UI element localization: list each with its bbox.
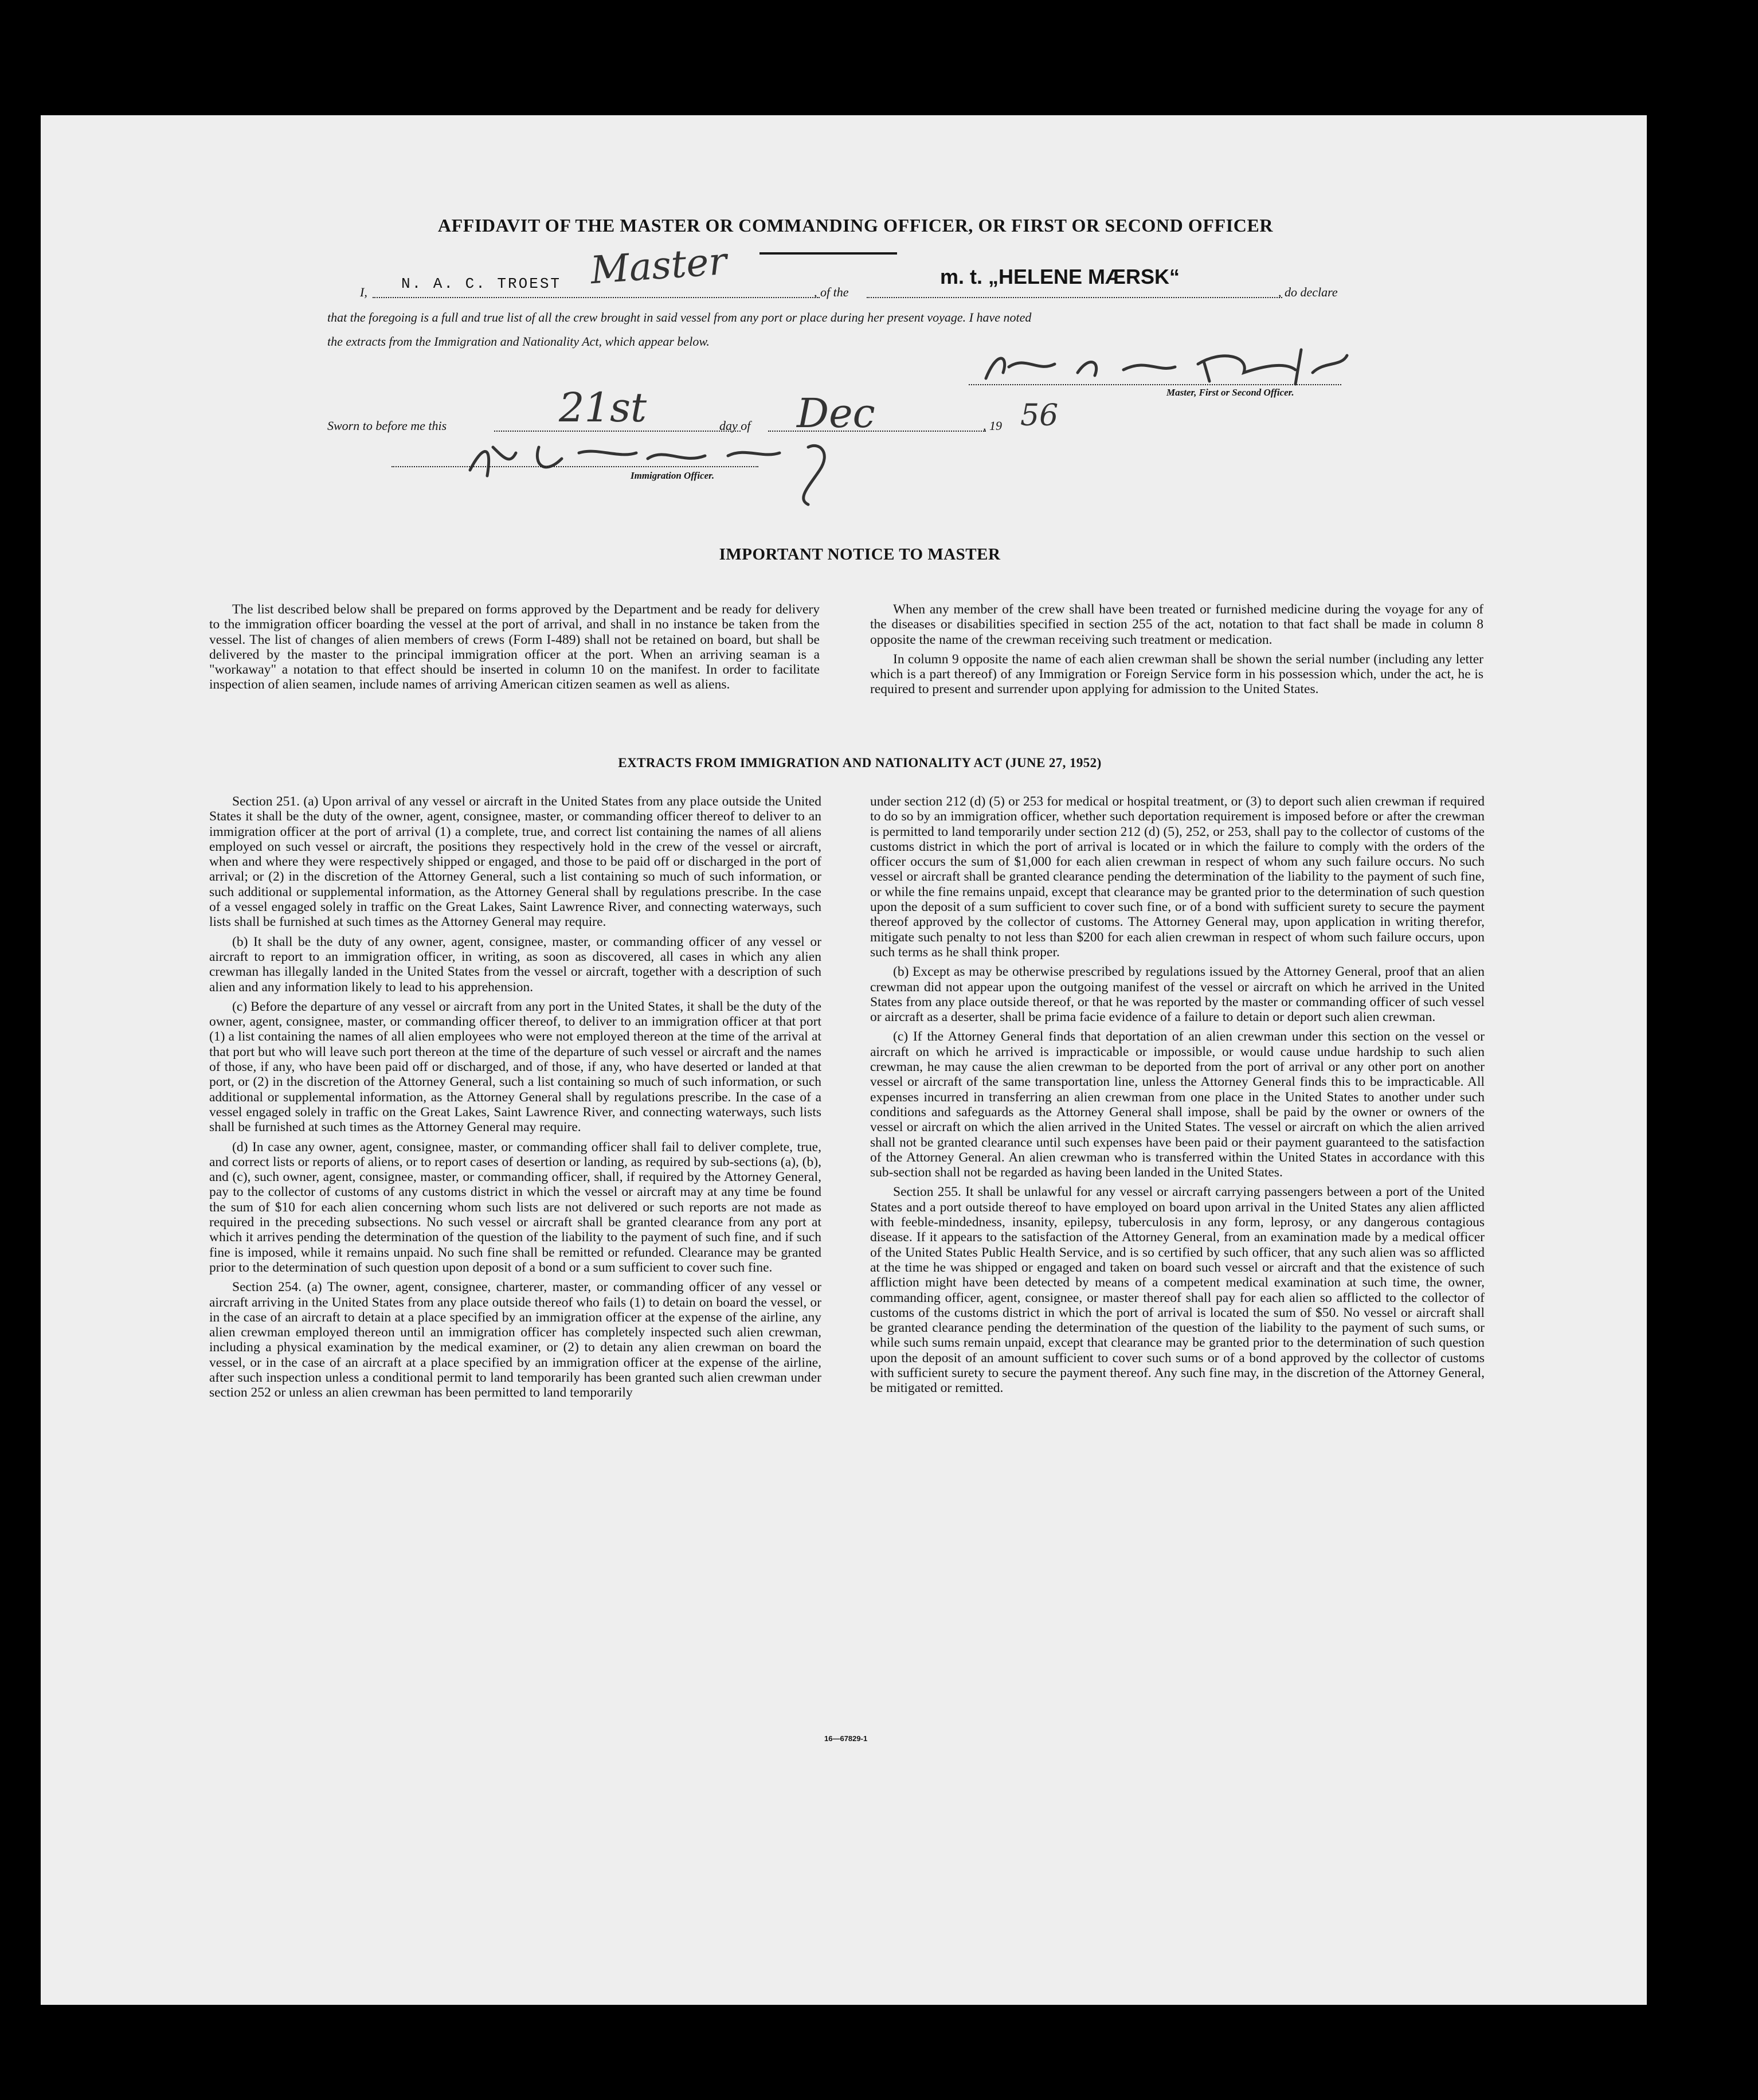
sworn-day-handwritten: 21st: [559, 384, 647, 431]
master-name: N. A. C. TROEST: [401, 275, 562, 292]
title-rule: [759, 252, 897, 255]
section-255: Section 255. It shall be unlawful for any vessel or aircraft carrying passengers between a port of the United States and a port outside thereof to have employed on board upon arrival in the United States any alien afflicted with feeble-mindedness, insanity, epilepsy, tuberculosis in any form, leprosy, or any dangerous contagious disease. If it appears to the satisfaction of the Attorney General, from an examination made by a medical officer of the United States Public Health Service, and is so certified by such officer, that any such alien was so afflicted at the time he was shipped or engaged and taken on board such vessel or aircraft and that the existence of such affliction might have been detected by means of a competent medical examination at such time, the owner, commanding officer, agent, consignee, or master thereof shall pay for each alien so afflicted to the collector of customs of the customs district in which the port of arrival is located the sum of $50. No vessel or aircraft shall be granted clearance pending the determination of the question of the liability to the payment of such sums, or while such sums remain unpaid, except that clearance may be granted prior to the determination of such question upon the deposit of an amount sufficient to cover such sums or of a bond approved by the collector of customs with sufficient surety to secure the payment thereof. Any such fine may, in the discretion of the Attorney General, be mitigated or remitted.: [870, 1184, 1485, 1396]
prefix-i: I,: [360, 285, 367, 299]
officer-signature-line: [391, 466, 758, 467]
notice-right-paragraph-2: In column 9 opposite the name of each alien crewman shall be shown the serial number (including any letter which is a part thereof) of any Immigration or Foreign Service form in his possession which, under the act, he is required to present and surrender upon applying for admission to the United States.: [870, 651, 1483, 697]
vessel-name: m. t. „HELENE MÆRSK“: [940, 265, 1180, 288]
section-254a-cont: under section 212 (d) (5) or 253 for medical or hospital treatment, or (3) to deport such alien crewman if required to do so by an immigration officer, whether such deportation requirement is imposed before or after the crewman is permitted to land temporarily under section 212 (d) (5), 252, or 253, shall pay to the collector of customs of the customs district in which the port of arrival is located or in which the failure to comply with the orders of the officer occurs the sum of $1,000 for each alien crewman in respect of whom any such failure occurs. No such vessel or aircraft shall be granted clearance pending the determination of the liability to the payment of such fine, or while the fine remains unpaid, except that clearance may be granted prior to the determination of such question upon the deposit of a sum sufficient to cover such fine, or of a bond with sufficient surety to secure the payment thereof approved by the collector of customs. The Attorney General may, upon application in writing therefor, mitigate such penalty to not less than $200 for each alien crewman in respect of whom such failure occurs, upon such terms as he shall think proper.: [870, 794, 1485, 960]
do-declare-text: , do declare: [1278, 285, 1338, 299]
form-code: 16—67829-1: [824, 1734, 868, 1743]
officer-caption: Immigration Officer.: [631, 470, 715, 481]
year-prefix: , 19: [983, 419, 1002, 433]
notice-right-column: [870, 602, 1483, 702]
master-signature-line: [969, 384, 1341, 385]
sworn-prefix: Sworn to before me this: [327, 419, 447, 433]
section-251b: (b) It shall be the duty of any owner, agent, consignee, master, or commanding officer of any vessel or aircraft to report to an immigration officer, in writing, as soon as discovered, all cases in which any alien crewman has illegally landed in the United States from the vessel or aircraft, together with a description of such alien and any information likely to lead to his apprehension.: [209, 934, 821, 995]
year-handwritten: 56: [1020, 398, 1059, 433]
section-251c: (c) Before the departure of any vessel or aircraft from any port in the United States, it shall be the duty of the owner, agent, consignee, master, or commanding officer thereof, to deliver to an immigration officer at that port (1) a list containing the names of all alien employees who were not employed thereon at the time of the arrival at that port but who will leave such port thereon at the time of the departure of such vessel or aircraft and the names of those, if any, who have been paid off or discharged, and of those, if any, who have deserted or landed at that port, or (2) in the discretion of the Attorney General, such a list containing so much of such information, or such additional or supplemental information, as the Attorney General shall by regulations prescribe. In the case of a vessel engaged solely in traffic on the Great Lakes, Saint Lawrence River, and connecting waterways, such lists shall be furnished at such times as the Attorney General may require.: [209, 999, 821, 1135]
vessel-line: [867, 297, 1282, 298]
notice-title: IMPORTANT NOTICE TO MASTER: [719, 545, 1001, 564]
notice-left-paragraph: The list described below shall be prepared on forms approved by the Department and be ready for delivery to the immigration officer boarding the vessel at the port of arrival, and shall in no instance be taken from the vessel. The list of changes of alien members of crews (Form I-489) shall not be retained on board, but shall be delivered by the master to the principal immigration officer at the port. When an arriving seaman is a "workaway" a notation to that effect should be inserted in column 10 on the manifest. In order to facilitate inspection of alien seamen, include names of arriving American citizen seamen as well as aliens.: [209, 602, 820, 693]
section-254c: (c) If the Attorney General finds that deportation of an alien crewman under this section on the vessel or aircraft on which he arrived is impracticable or impossible, or would cause undue hardship to such alien crewman, he may cause the alien crewman to be deported from the port of arrival or any other port on another vessel or aircraft of the same transportation line, unless the Attorney General finds this to be impracticable. All expenses incurred in transferring an alien crewman from one place in the United States to another under such conditions and safeguards as the Attorney General shall impose, shall be paid by the owner or owners of the vessel or aircraft on which the alien arrived in the United States. The vessel or aircraft on which the alien arrived shall not be granted clearance until such expenses have been paid or their payment guaranteed to the satisfaction of the Attorney General. An alien crewman who is transferred within the United States in accordance with this sub-section shall not be regarded as having been landed in the United States.: [870, 1029, 1485, 1180]
sworn-month-handwritten: Dec: [797, 390, 875, 437]
statement-line-1: that the foregoing is a full and true list of all the crew brought in said vessel from any port or place during her present voyage. I have noted: [327, 310, 1032, 324]
section-254b: (b) Except as may be otherwise prescribed by regulations issued by the Attorney General, proof that an alien crewman did not appear upon the outgoing manifest of the vessel or aircraft on which he arrived in the United States from any place outside thereof, or that he was reported by the master or commanding officer of such vessel or aircraft as a deserter, shall be prima facie evidence of a failure to detain or deport such alien crewman.: [870, 964, 1485, 1025]
section-251d: (d) In case any owner, agent, consignee, master, or commanding officer shall fail to deliver complete, true, and correct lists or reports of aliens, or to report cases of desertion or landing, as required by sub-sections (a), (b), and (c), such owner, agent, consignee, master, or commanding officer, shall, if required by the Attorney General, pay to the collector of customs of any customs district in which the vessel or aircraft may at any time be found the sum of $10 for each alien concerning whom such lists are not delivered or such reports are not made as required in the preceding subsections. No such vessel or aircraft shall be granted clearance from any port at which it arrives pending the determination of the question of the liability to the payment of such fine, and if such fine is imposed, while it remains unpaid. No such fine shall be remitted or refunded. Clearance may be granted prior to the determination of such question upon deposit of a bond or a sum sufficient to cover such fine.: [209, 1139, 821, 1275]
section-251a: Section 251. (a) Upon arrival of any vessel or aircraft in the United States from any place outside the United States it shall be the duty of the owner, agent, consignee, master, or commanding officer thereof to deliver to an immigration officer at the port of arrival (1) a complete, true, and correct list containing the names of all aliens employed on such vessel or aircraft, the positions they respectively hold in the crew of the vessel or aircraft, when and where they were respectively shipped or engaged, and those to be paid off or discharged in the port of arrival; or (2) in the discretion of the Attorney General, such a list containing so much of such information, or such additional or supplemental information, as the Attorney General shall by regulations prescribe. In the case of a vessel engaged solely in traffic on the Great Lakes, Saint Lawrence River, and connecting waterways, such lists shall be furnished at such times as the Attorney General may require.: [209, 794, 821, 930]
affidavit-title: AFFIDAVIT OF THE MASTER OR COMMANDING OFFICER, OR FIRST OR SECOND OFFICER: [437, 215, 1274, 236]
notice-left-column: [209, 602, 820, 697]
extracts-left-column: [209, 794, 821, 1405]
name-line: [373, 297, 820, 298]
master-signature: [974, 338, 1364, 390]
officer-signature: [453, 424, 911, 510]
statement-line-2: the extracts from the Immigration and Nationality Act, which appear below.: [327, 334, 710, 349]
day-of-text: day of: [719, 419, 751, 433]
rank-handwritten: Master: [589, 238, 729, 293]
section-254a: Section 254. (a) The owner, agent, consignee, charterer, master, or commanding officer of any vessel or aircraft arriving in the United States from any place outside thereof who fails (1) to detain on board the vessel, or in the case of an aircraft to detain at a place specified by an immigration officer at the expense of the airline, any alien crewman employed thereon until an immigration officer has completely inspected such alien crewman, including a physical examination by the medical examiner, or (2) to detain any alien crewman on board the vessel, or in the case of an aircraft at a place specified by an immigration officer at the expense of the airline, after such inspection unless a conditional permit to land temporarily has been granted such alien crewman under section 252 or unless an alien crewman has been permitted to land temporarily: [209, 1280, 821, 1401]
of-the-text: , of the: [814, 285, 849, 299]
extracts-title: EXTRACTS FROM IMMIGRATION AND NATIONALITY ACT (JUNE 27, 1952): [618, 756, 1102, 770]
extracts-right-column: [870, 794, 1485, 1401]
notice-right-paragraph-1: When any member of the crew shall have been treated or furnished medicine during the voyage for any of the diseases or disabilities specified in section 255 of the act, notation to that fact shall be made in column 8 opposite the name of the crewman receiving such treatment or medication.: [870, 602, 1483, 647]
master-signature-caption: Master, First or Second Officer.: [1166, 387, 1294, 398]
